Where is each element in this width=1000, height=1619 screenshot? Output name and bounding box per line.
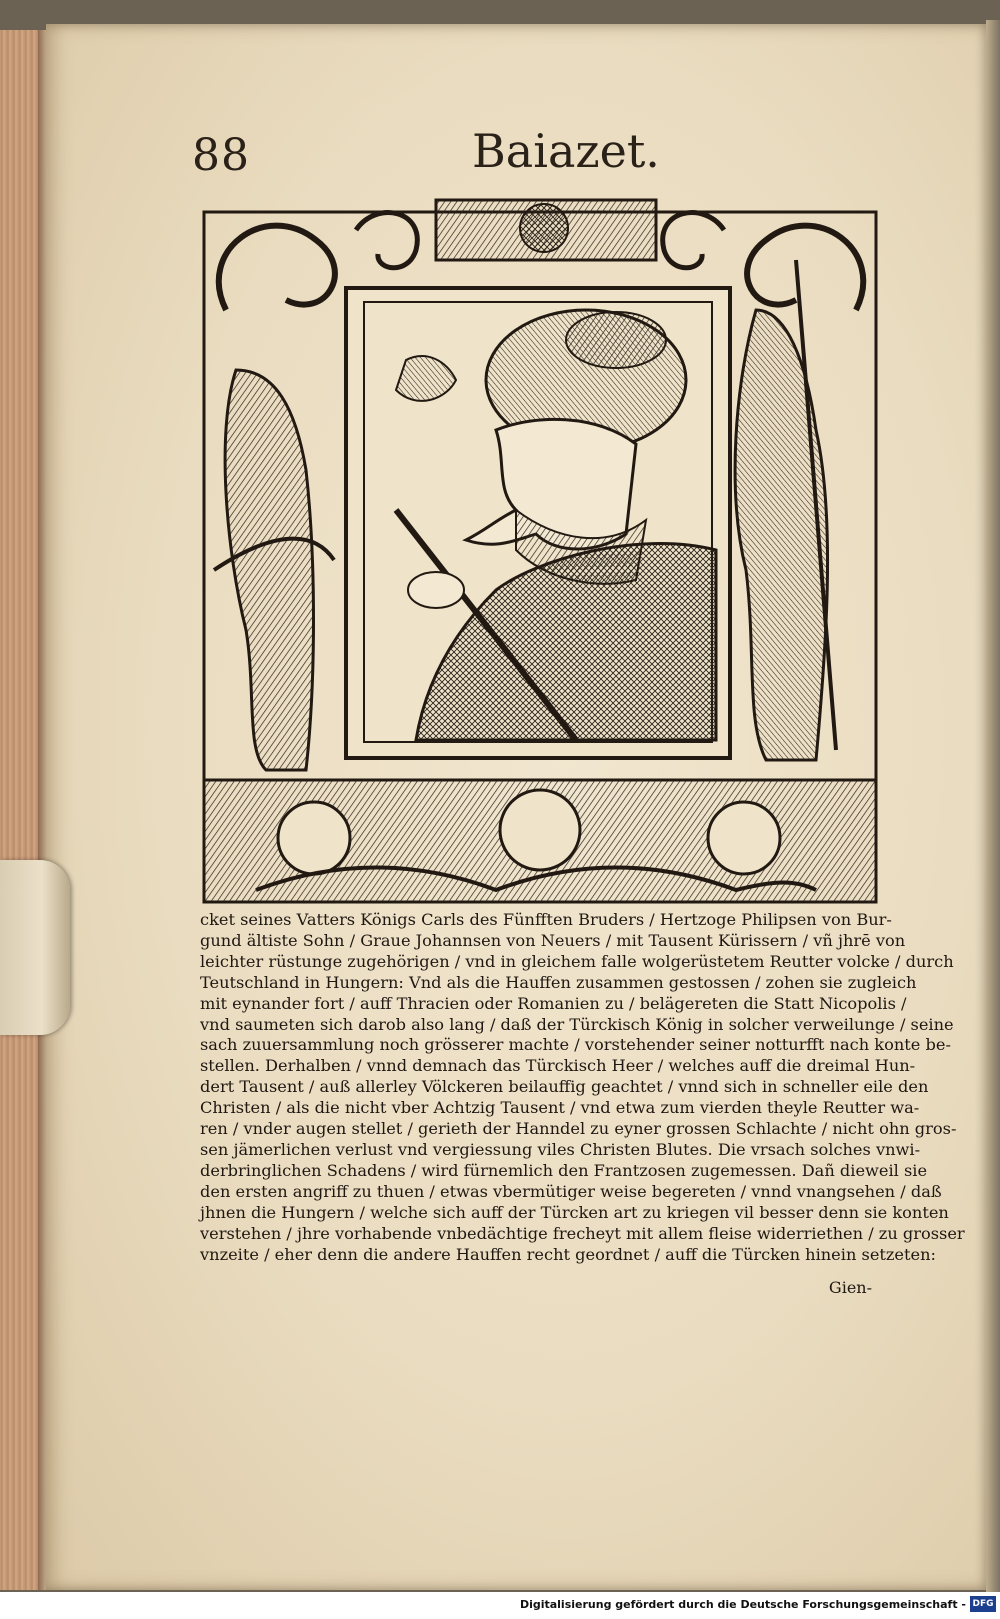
left-satyr-figure	[225, 370, 313, 770]
scroll-right	[747, 226, 863, 310]
text-line: verstehen / jhre vorhabende vnbedächtige frecheyt mit allem fleise widerriethen / zu grosser	[200, 1223, 965, 1243]
text-line: den ersten angriff zu thuen / etwas vbermütiger weise begereten / vnnd vnangsehen / daß	[200, 1181, 942, 1201]
book-right-edge	[986, 20, 1000, 1592]
text-line: sach zuuersammlung noch grösserer machte / vorstehender seiner notturfft nach konte be-	[200, 1035, 951, 1055]
catchword: Gien-	[828, 1278, 872, 1297]
dfg-logo-icon: DFG	[970, 1596, 996, 1612]
text-line: mit eynander fort / auff Thracien oder Romanien zu / belägereten die Statt Nicopolis /	[200, 993, 907, 1013]
text-line: dert Tausent / auß allerley Völckeren beilauffig geachtet / vnnd sich in schneller eile den	[200, 1077, 929, 1097]
text-line: gund ältiste Sohn / Graue Johannsen von Neuers / mit Tausent Kürissern / vñ jhrē von	[200, 930, 906, 950]
text-line: vnd saumeten sich darob also lang / daß der Türckisch König in solcher verweilunge / seine	[200, 1014, 954, 1034]
running-title: Baiazet.	[472, 124, 660, 178]
funding-credit: Digitalisierung gefördert durch die Deutsche Forschungsgemeinschaft -	[519, 1598, 966, 1611]
turban-top	[566, 312, 666, 368]
text-line: sen jämerlichen verlust vnd vergiessung viles Christen Blutes. Die vrsach solches vnwi-	[200, 1139, 921, 1159]
text-line: cket seines Vatters Königs Carls des Fünfften Bruders / Hertzoge Philipsen von Bur-	[200, 910, 892, 929]
text-line: derbringlichen Schadens / wird fürnemlich den Frantzosen zugemessen. Dañ dieweil sie	[200, 1160, 928, 1180]
scroll-left	[219, 226, 335, 310]
text-line: Teutschland in Hungern: Vnd als die Hauffen zusammen gestossen / zohen sie zugleich	[200, 972, 917, 992]
hand	[408, 572, 464, 608]
lion-mask	[520, 204, 568, 252]
bookmark-band	[0, 860, 70, 1035]
cherub-right	[708, 802, 780, 874]
page-number: 88	[192, 130, 250, 181]
cherub-left	[278, 802, 350, 874]
text-line: Christen / als die nicht vber Achtzig Tausent / vnd etwa zum vierden theyle Reutter wa-	[200, 1098, 920, 1118]
center-mask	[500, 790, 580, 870]
woodcut-portrait-icon	[196, 190, 884, 908]
text-line: stellen. Derhalben / vnnd demnach das Türckisch Heer / welches auff die dreimal Hun-	[200, 1056, 916, 1076]
text-line: vnzeite / eher denn die andere Hauffen recht geordnet / auff die Türcken hinein setzeten:	[200, 1244, 936, 1264]
text-line: jhnen die Hungern / welche sich auff der Türcken art zu kriegen vil besser denn sie konten	[200, 1202, 949, 1222]
text-line: ren / vnder augen stellet / gerieth der Hanndel zu eyner grossen Schlachte / nicht ohn gros-	[200, 1119, 957, 1139]
scroll-top-right	[663, 213, 724, 268]
right-soldier-figure	[735, 310, 827, 760]
book-page-edges	[0, 30, 48, 1590]
scroll-top-left	[356, 213, 417, 268]
text-line: leichter rüstunge zugehörigen / vnd in gleichem falle wolgerüstetem Reutter volcke / durch	[200, 951, 954, 971]
footer-bar	[0, 1592, 1000, 1619]
body-text	[200, 910, 965, 1265]
